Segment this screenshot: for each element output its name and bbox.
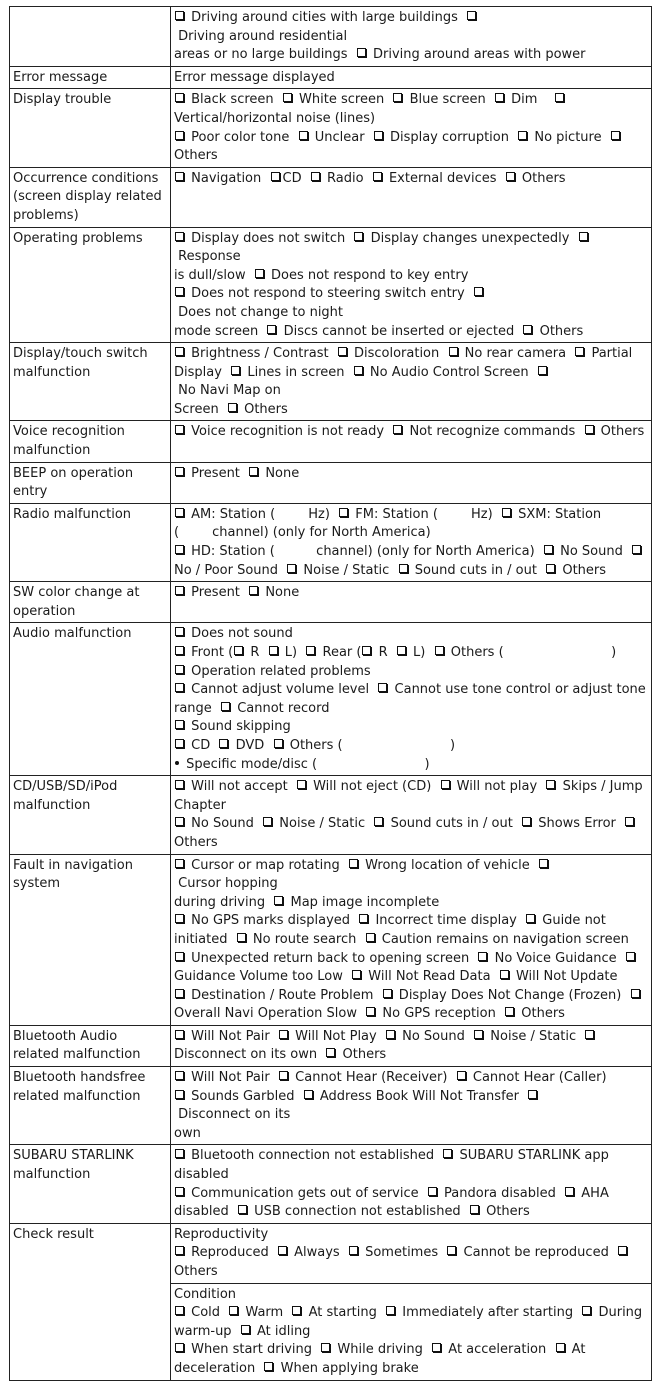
row-label-error-message: Error message (10, 66, 171, 89)
row-value-display-touch-switch-malfunction (171, 343, 652, 421)
option-line: warm-up At idling (174, 1323, 311, 1339)
option-line: initiated No route search Caution remains on navigation screen (174, 931, 629, 947)
checkbox-icon (373, 172, 382, 181)
option-line: Display does not switch Display changes unexpectedly Response (174, 230, 648, 267)
checkbox-icon (383, 989, 392, 998)
checkbox-icon (443, 1149, 452, 1158)
option-line: own (174, 1125, 201, 1141)
option-line: AM: Station ( Hz) FM: Station ( Hz) SXM: Station (174, 506, 648, 525)
row-value-cd-usb-sd-ipod-malfunction (171, 776, 652, 854)
option-line: Does not respond to steering switch entry Does not change to night (174, 285, 648, 322)
checkbox-icon (397, 646, 406, 655)
checkbox-icon (546, 564, 555, 573)
checkbox-icon (575, 347, 584, 356)
checkbox-icon (175, 1149, 184, 1158)
checkbox-icon (447, 1246, 456, 1255)
row-label-beep-on-operation-entry: BEEP on operation entry (10, 462, 171, 503)
checkbox-icon (175, 683, 184, 692)
option-line: No Sound Noise / Static Sound cuts in / out Shows Error (174, 815, 648, 834)
checkbox-icon (474, 1030, 483, 1039)
option-line: Display Lines in screen No Audio Control Screen No Navi Map on (174, 364, 648, 401)
checkbox-icon (432, 1343, 441, 1352)
option-line: ( channel) (only for North America) (174, 525, 431, 541)
checkbox-icon (175, 780, 184, 789)
table-row (10, 1025, 652, 1066)
checkbox-icon (518, 131, 527, 140)
checkbox-icon (278, 1246, 287, 1255)
checkbox-icon (378, 683, 387, 692)
checkbox-icon (229, 1306, 238, 1315)
option-line: Cursor or map rotating Wrong location of vehicle Cursor hopping (174, 857, 648, 894)
option-line: mode screen Discs cannot be inserted or ejected Others (174, 323, 584, 339)
checkbox-icon (221, 702, 230, 711)
table-row (10, 503, 652, 581)
checkbox-icon (175, 1090, 184, 1099)
option-line: Guidance Volume too Low Will Not Read Data Will Not Update (174, 969, 618, 985)
row-value-display-trouble (171, 89, 652, 167)
checkbox-icon (175, 952, 184, 961)
option-line: No GPS marks displayed Incorrect time display Guide not (174, 912, 648, 931)
checkbox-icon (585, 425, 594, 434)
checkbox-icon (249, 586, 258, 595)
row-label-occurrence-conditions-screen-display-related-problems: Occurrence conditions (screen display related problems) (10, 167, 171, 227)
checkbox-icon (582, 1306, 591, 1315)
option-line: Sounds Garbled Address Book Will Not Transfer Disconnect on its (174, 1088, 648, 1125)
checkbox-icon (546, 780, 555, 789)
checkbox-icon (287, 564, 296, 573)
option-line: Unexpected return back to opening screen No Voice Guidance (174, 950, 648, 969)
checkbox-icon (362, 646, 371, 655)
checkbox-icon (386, 1306, 395, 1315)
checkbox-icon (175, 720, 184, 729)
option-line: Condition (174, 1286, 237, 1302)
checkbox-icon (219, 739, 228, 748)
row-value-bluetooth-audio-related-malfunction (171, 1025, 652, 1066)
option-line: Present None (174, 584, 648, 603)
checkbox-icon (478, 952, 487, 961)
checkbox-icon (237, 933, 246, 942)
checkbox-icon (297, 780, 306, 789)
option-line: Poor color tone Unclear Display corruption No picture (174, 129, 648, 148)
option-line: Destination / Route Problem Display Does Not Change (Frozen) (174, 987, 648, 1006)
checkbox-icon (274, 739, 283, 748)
row-value-voice-recognition-malfunction (171, 421, 652, 462)
row-label-sw-color-change-at-operation: SW color change at operation (10, 582, 171, 623)
option-line: Present None (174, 465, 648, 484)
checkbox-icon (175, 859, 184, 868)
checkbox-icon (495, 93, 504, 102)
checkbox-icon (435, 646, 444, 655)
option-line: during driving Map image incomplete (174, 894, 440, 910)
table-row (10, 1223, 652, 1283)
checkbox-icon (175, 1187, 184, 1196)
checkbox-icon (474, 287, 483, 296)
checkbox-icon (249, 467, 258, 476)
checkbox-icon (311, 172, 320, 181)
checkbox-icon (238, 1205, 247, 1214)
option-line: Others (174, 1264, 218, 1279)
table-row (10, 854, 652, 1025)
row-label-audio-malfunction: Audio malfunction (10, 623, 171, 776)
checkbox-icon (585, 1030, 594, 1039)
checkbox-icon (522, 817, 531, 826)
checkbox-icon (175, 817, 184, 826)
checkbox-icon (457, 1071, 466, 1080)
checkbox-icon (441, 780, 450, 789)
row-value-fault-in-navigation-system (171, 854, 652, 1025)
option-line: areas or no large buildings Driving around areas with power (174, 47, 586, 63)
checkbox-icon (175, 172, 184, 181)
checkbox-icon (175, 914, 184, 923)
checkbox-icon (366, 1007, 375, 1016)
table-row (10, 776, 652, 854)
checkbox-icon (269, 646, 278, 655)
option-line: Brightness / Contrast Discoloration No rear camera Partial (174, 345, 648, 364)
row-value-operating-problems (171, 227, 652, 343)
checkbox-icon (449, 347, 458, 356)
checkbox-icon (271, 172, 280, 181)
checkbox-icon (626, 952, 635, 961)
option-line: Communication gets out of service Pandora disabled AHA (174, 1185, 648, 1204)
row-value-subaru-starlink-malfunction (171, 1145, 652, 1223)
checkbox-icon (556, 1343, 565, 1352)
row-label-continued (10, 7, 171, 67)
checkbox-icon (618, 1246, 627, 1255)
table-row (10, 7, 652, 67)
checkbox-icon (393, 425, 402, 434)
checkbox-icon (263, 817, 272, 826)
checkbox-icon (304, 1090, 313, 1099)
condition-cell (171, 1283, 652, 1380)
option-line: Will Not Pair Will Not Play No Sound Noise / Static (174, 1028, 648, 1047)
option-line: Bluetooth connection not established SUBARU STARLINK app (174, 1147, 648, 1166)
checkbox-icon (399, 564, 408, 573)
option-line: Voice recognition is not ready Not recognize commands Others (174, 423, 648, 442)
table-row (10, 582, 652, 623)
option-line: Overall Navi Operation Slow No GPS reception Others (174, 1006, 565, 1022)
checkbox-icon (349, 1246, 358, 1255)
checkbox-icon (359, 914, 368, 923)
checkbox-icon (175, 665, 184, 674)
checkbox-icon (374, 817, 383, 826)
checkbox-icon (565, 1187, 574, 1196)
checkbox-icon (428, 1187, 437, 1196)
option-line: Others (174, 834, 218, 850)
option-line: Reproductivity (174, 1226, 269, 1242)
checkbox-icon (544, 545, 553, 554)
checkbox-icon (175, 425, 184, 434)
checkbox-icon (175, 646, 184, 655)
row-value-error-message (171, 66, 652, 89)
row-label-radio-malfunction: Radio malfunction (10, 503, 171, 581)
option-line: is dull/slow Does not respond to key entry (174, 267, 469, 283)
checkbox-icon (231, 366, 240, 375)
checkbox-icon (241, 1325, 250, 1334)
checkbox-icon (279, 1030, 288, 1039)
row-label-voice-recognition-malfunction: Voice recognition malfunction (10, 421, 171, 462)
checkbox-icon (631, 989, 640, 998)
table-row (10, 167, 652, 227)
diagnosis-check-table (9, 6, 652, 1381)
checkbox-icon (175, 131, 184, 140)
option-line: Black screen White screen Blue screen Dim (174, 91, 648, 110)
checkbox-icon (175, 1306, 184, 1315)
row-value-continued (171, 7, 652, 67)
row-label-cd-usb-sd-ipod-malfunction: CD/USB/SD/iPod malfunction (10, 776, 171, 854)
checkbox-icon (279, 1071, 288, 1080)
checkbox-icon (175, 545, 184, 554)
checkbox-icon (175, 1030, 184, 1039)
checkbox-icon (352, 970, 361, 979)
row-value-sw-color-change-at-operation (171, 582, 652, 623)
checkbox-icon (255, 269, 264, 278)
option-line: Front ( R L) Rear ( R L) Others ( ) (174, 644, 648, 663)
checkbox-icon (267, 325, 276, 334)
checkbox-icon (354, 366, 363, 375)
checkbox-icon (175, 467, 184, 476)
row-value-radio-malfunction (171, 503, 652, 581)
bullet-icon (175, 761, 179, 765)
checkbox-icon (175, 586, 184, 595)
option-line: Error message displayed (174, 69, 335, 85)
checkbox-icon (292, 1306, 301, 1315)
checkbox-icon (228, 403, 237, 412)
checkbox-icon (611, 131, 620, 140)
option-line: Chapter (174, 797, 226, 813)
table-row (10, 343, 652, 421)
table-row (10, 1067, 652, 1145)
option-line: Cold Warm At starting Immediately after starting During (174, 1304, 648, 1323)
checkbox-icon (234, 646, 243, 655)
checkbox-icon (264, 1362, 273, 1371)
checkbox-icon (338, 347, 347, 356)
checkbox-icon (523, 325, 532, 334)
checkbox-icon (357, 48, 366, 57)
row-value-bluetooth-handsfree-related-malfunction (171, 1067, 652, 1145)
checkbox-icon (175, 739, 184, 748)
checkbox-icon (175, 508, 184, 517)
table-row (10, 623, 652, 776)
checkbox-icon (175, 287, 184, 296)
checkbox-icon (299, 131, 308, 140)
row-value-occurrence-conditions-screen-display-related-problems (171, 167, 652, 227)
checkbox-icon (354, 232, 363, 241)
checkbox-icon (625, 817, 634, 826)
checkbox-icon (175, 627, 184, 636)
table-row (10, 89, 652, 167)
checkbox-icon (555, 93, 564, 102)
checkbox-icon (175, 1071, 184, 1080)
option-line: Cannot adjust volume level Cannot use tone control or adjust tone (174, 681, 648, 700)
checkbox-icon (321, 1343, 330, 1352)
checkbox-icon (502, 508, 511, 517)
row-label-operating-problems: Operating problems (10, 227, 171, 343)
table-row (10, 462, 652, 503)
option-line: Will Not Pair Cannot Hear (Receiver) Cannot Hear (Caller) (174, 1069, 648, 1088)
checkbox-icon (506, 172, 515, 181)
checkbox-icon (579, 232, 588, 241)
checkbox-icon (366, 933, 375, 942)
checkbox-icon (374, 131, 383, 140)
option-line: When start driving While driving At acceleration At (174, 1341, 648, 1360)
checkbox-icon (526, 914, 535, 923)
checkbox-icon (274, 896, 283, 905)
option-line: Others (174, 148, 218, 164)
row-label-display-trouble: Display trouble (10, 89, 171, 167)
checkbox-icon (539, 859, 548, 868)
checkbox-icon (386, 1030, 395, 1039)
checkbox-icon (505, 1007, 514, 1016)
option-line: Will not accept Will not eject (CD) Will not play Skips / Jump (174, 778, 648, 797)
checkbox-icon (393, 93, 402, 102)
checkbox-icon (175, 93, 184, 102)
checkbox-icon (306, 646, 315, 655)
option-line: disabled USB connection not established Others (174, 1204, 530, 1220)
option-line: Screen Others (174, 401, 288, 417)
checkbox-icon (467, 11, 476, 20)
checkbox-icon (175, 1246, 184, 1255)
row-label-bluetooth-audio-related-malfunction: Bluetooth Audio related malfunction (10, 1025, 171, 1066)
row-label-subaru-starlink-malfunction: SUBARU STARLINK malfunction (10, 1145, 171, 1223)
checkbox-icon (175, 347, 184, 356)
reproductivity-cell (171, 1223, 652, 1283)
checkbox-icon (175, 1343, 184, 1352)
checkbox-icon (500, 970, 509, 979)
table-row (10, 227, 652, 343)
table-row (10, 66, 652, 89)
option-line: Specific mode/disc ( ) (174, 756, 648, 775)
checkbox-icon (339, 508, 348, 517)
checkbox-icon (283, 93, 292, 102)
checkbox-icon (326, 1048, 335, 1057)
checkbox-icon (349, 859, 358, 868)
row-label-bluetooth-handsfree-related-malfunction: Bluetooth handsfree related malfunction (10, 1067, 171, 1145)
checkbox-icon (175, 989, 184, 998)
option-line: CD DVD Others ( ) (174, 737, 648, 756)
option-line: No / Poor Sound Noise / Static Sound cuts in / out Others (174, 562, 607, 578)
option-line: range Cannot record (174, 700, 330, 716)
option-line: Sound skipping (174, 718, 648, 737)
row-label-display-touch-switch-malfunction: Display/touch switch malfunction (10, 343, 171, 421)
option-line: deceleration When applying brake (174, 1360, 419, 1376)
checkbox-icon (528, 1090, 537, 1099)
option-line: Disconnect on its own Others (174, 1047, 387, 1063)
checkbox-icon (470, 1205, 479, 1214)
option-line: Does not sound (174, 625, 648, 644)
table-row (10, 1145, 652, 1223)
table-row (10, 421, 652, 462)
row-value-audio-malfunction (171, 623, 652, 776)
checkbox-icon (538, 366, 547, 375)
row-label-fault-in-navigation-system: Fault in navigation system (10, 854, 171, 1025)
option-line: Reproduced Always Sometimes Cannot be reproduced (174, 1244, 648, 1263)
option-line: Vertical/horizontal noise (lines) (174, 110, 376, 126)
option-line: Operation related problems (174, 663, 648, 682)
checkbox-icon (175, 232, 184, 241)
option-line: Navigation CD Radio External devices Others (174, 170, 648, 189)
option-line: disabled (174, 1167, 229, 1183)
checkbox-icon (175, 11, 184, 20)
row-value-beep-on-operation-entry (171, 462, 652, 503)
checkbox-icon (632, 545, 641, 554)
option-line: Driving around cities with large buildings Driving around residential (174, 9, 648, 46)
option-line: HD: Station ( channel) (only for North America) No Sound (174, 543, 648, 562)
row-label-check-result: Check result (10, 1223, 171, 1380)
